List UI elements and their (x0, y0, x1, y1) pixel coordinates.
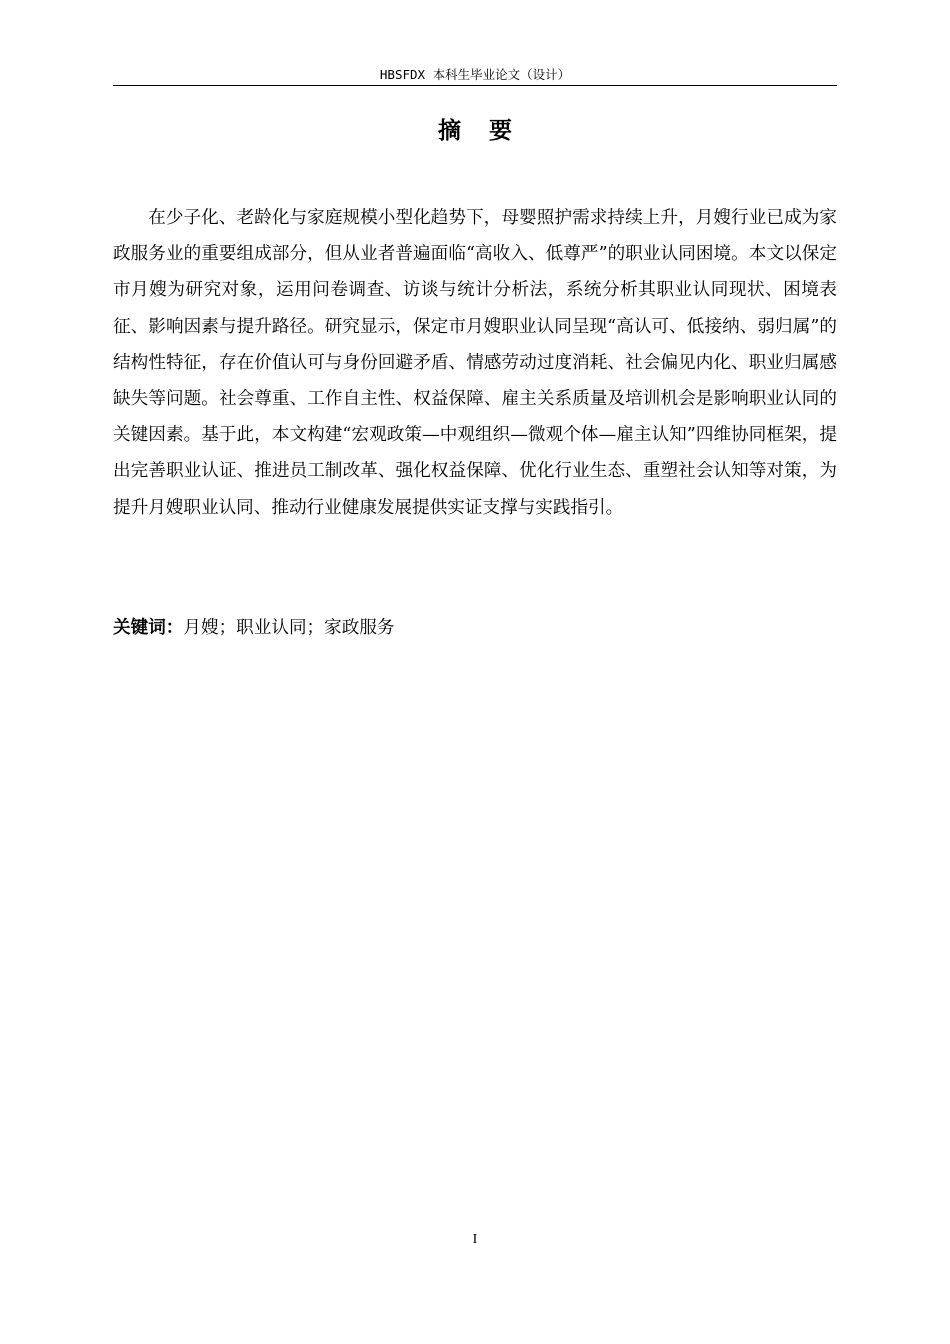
keywords-line (113, 612, 837, 644)
page-number: I (472, 1232, 478, 1247)
keywords-text: 月嫂；职业认同；家政服务 (183, 618, 395, 638)
keywords-label: 关键词： (113, 618, 184, 638)
abstract-title: 摘要 (438, 118, 540, 144)
header-rule (113, 85, 837, 86)
abstract-body: 在少子化、老龄化与家庭规模小型化趋势下，母婴照护需求持续上升，月嫂行业已成为家政服务业的重要组成部分，但从业者普遍面临“高收入、低尊严”的职业认同困境。本文以保定市月嫂为研究对象，运用问卷调查、访谈与统计分析法，系统分析其职业认同现状、困境表征、影响因素与提升路径。研究显示，保定市月嫂职业认同呈现“高认可、低接纳、弱归属”的结构性特征，存在价值认可与身份回避矛盾、情感劳动过度消耗、社会偏见内化、职业归属感缺失等问题。社会尊重、工作自主性、权益保障、雇主关系质量及培训机会是影响职业认同的关键因素。基于此，本文构建“宏观政策—中观组织—微观个体—雇主认知”四维协同框架，提出完善职业认证、推进员工制改革、强化权益保障、优化行业生态、重塑社会认知等对策，为提升月嫂职业认同、推动行业健康发展提供实证支撑与实践指引。 (113, 208, 837, 518)
running-header: HBSFDX 本科生毕业论文（设计） (379, 67, 571, 82)
